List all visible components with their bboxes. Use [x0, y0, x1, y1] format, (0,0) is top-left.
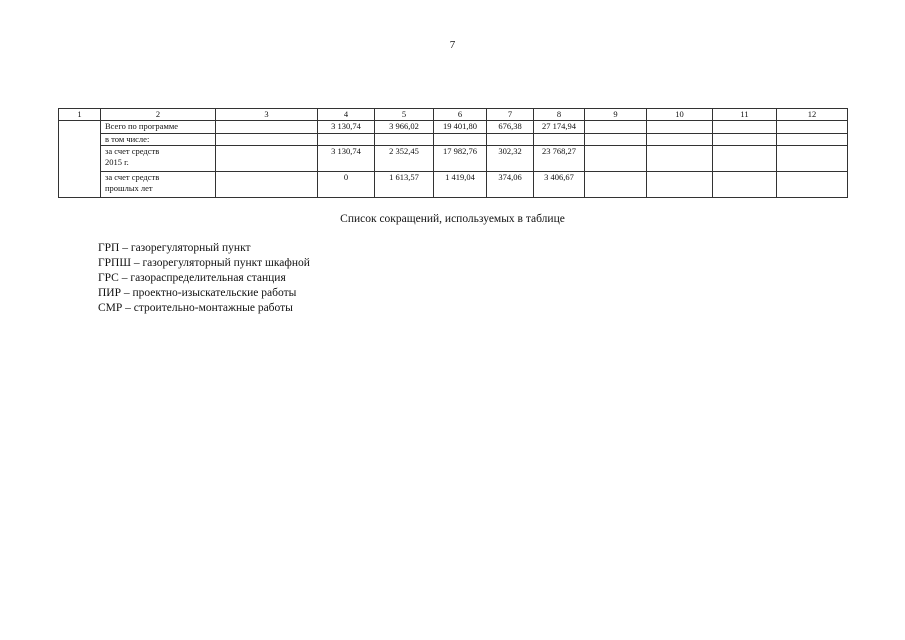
table-cell — [534, 134, 585, 146]
table-cell — [216, 146, 318, 172]
table-cell — [647, 121, 713, 134]
table-cell: 676,38 — [487, 121, 534, 134]
table-cell: 3 130,74 — [318, 121, 375, 134]
table-cell — [713, 172, 777, 198]
row-label-line: 2015 г. — [105, 157, 129, 167]
table-cell — [713, 134, 777, 146]
table-cell — [777, 146, 848, 172]
table-cell — [777, 172, 848, 198]
table-cell — [585, 146, 647, 172]
abbreviation-item: ПИР – проектно-изыскательские работы — [98, 287, 297, 299]
table-cell: 3 966,02 — [375, 121, 434, 134]
table-cell: 27 174,94 — [534, 121, 585, 134]
row-label-total: Всего по программе — [101, 121, 216, 134]
table-cell — [777, 134, 848, 146]
table-cell — [647, 146, 713, 172]
table-cell: 374,06 — [487, 172, 534, 198]
table-row-total — [59, 121, 848, 134]
header-cell: 7 — [487, 109, 534, 121]
header-cell: 4 — [318, 109, 375, 121]
table-cell: 17 982,76 — [434, 146, 487, 172]
table-cell: 1 419,04 — [434, 172, 487, 198]
header-cell: 8 — [534, 109, 585, 121]
header-cell: 10 — [647, 109, 713, 121]
row-label-past — [101, 172, 216, 198]
table-cell — [216, 172, 318, 198]
table-row-past — [59, 172, 848, 198]
table-header-row — [59, 109, 848, 121]
row-label-line: прошлых лет — [105, 183, 153, 193]
table-row-2015 — [59, 146, 848, 172]
merged-first-column-cell — [59, 121, 101, 198]
table-cell — [434, 134, 487, 146]
row-label-line: за счет средств — [105, 172, 160, 182]
table-cell — [585, 172, 647, 198]
table-cell — [487, 134, 534, 146]
table-cell: 3 406,67 — [534, 172, 585, 198]
table-cell: 19 401,80 — [434, 121, 487, 134]
header-cell: 6 — [434, 109, 487, 121]
table-cell: 302,32 — [487, 146, 534, 172]
table-row-incl — [59, 134, 848, 146]
table-cell — [585, 121, 647, 134]
table-cell — [216, 121, 318, 134]
table-cell: 3 130,74 — [318, 146, 375, 172]
table-cell — [318, 134, 375, 146]
table-cell — [713, 121, 777, 134]
table-cell — [777, 121, 848, 134]
abbreviation-item: СМР – строительно-монтажные работы — [98, 302, 293, 314]
abbreviations-title: Список сокращений, используемых в таблице — [340, 213, 565, 225]
table-cell: 23 768,27 — [534, 146, 585, 172]
table-cell — [647, 134, 713, 146]
program-table — [58, 108, 848, 198]
row-label-2015 — [101, 146, 216, 172]
page-number: 7 — [449, 39, 456, 51]
table-cell — [375, 134, 434, 146]
table-cell: 1 613,57 — [375, 172, 434, 198]
header-cell: 12 — [777, 109, 848, 121]
row-label-incl: в том числе: — [101, 134, 216, 146]
row-label-line: за счет средств — [105, 146, 160, 156]
table-cell — [216, 134, 318, 146]
table-cell — [713, 146, 777, 172]
table-cell — [647, 172, 713, 198]
header-cell: 3 — [216, 109, 318, 121]
header-cell: 11 — [713, 109, 777, 121]
header-cell: 2 — [101, 109, 216, 121]
abbreviation-item: ГРПШ – газорегуляторный пункт шкафной — [98, 257, 310, 269]
table-cell: 0 — [318, 172, 375, 198]
header-cell: 9 — [585, 109, 647, 121]
abbreviation-item: ГРС – газораспределительная станция — [98, 272, 286, 284]
header-cell: 5 — [375, 109, 434, 121]
abbreviations-list — [98, 241, 310, 316]
abbreviation-item: ГРП – газорегуляторный пункт — [98, 242, 251, 254]
header-cell: 1 — [59, 109, 101, 121]
table-cell — [585, 134, 647, 146]
table-cell: 2 352,45 — [375, 146, 434, 172]
